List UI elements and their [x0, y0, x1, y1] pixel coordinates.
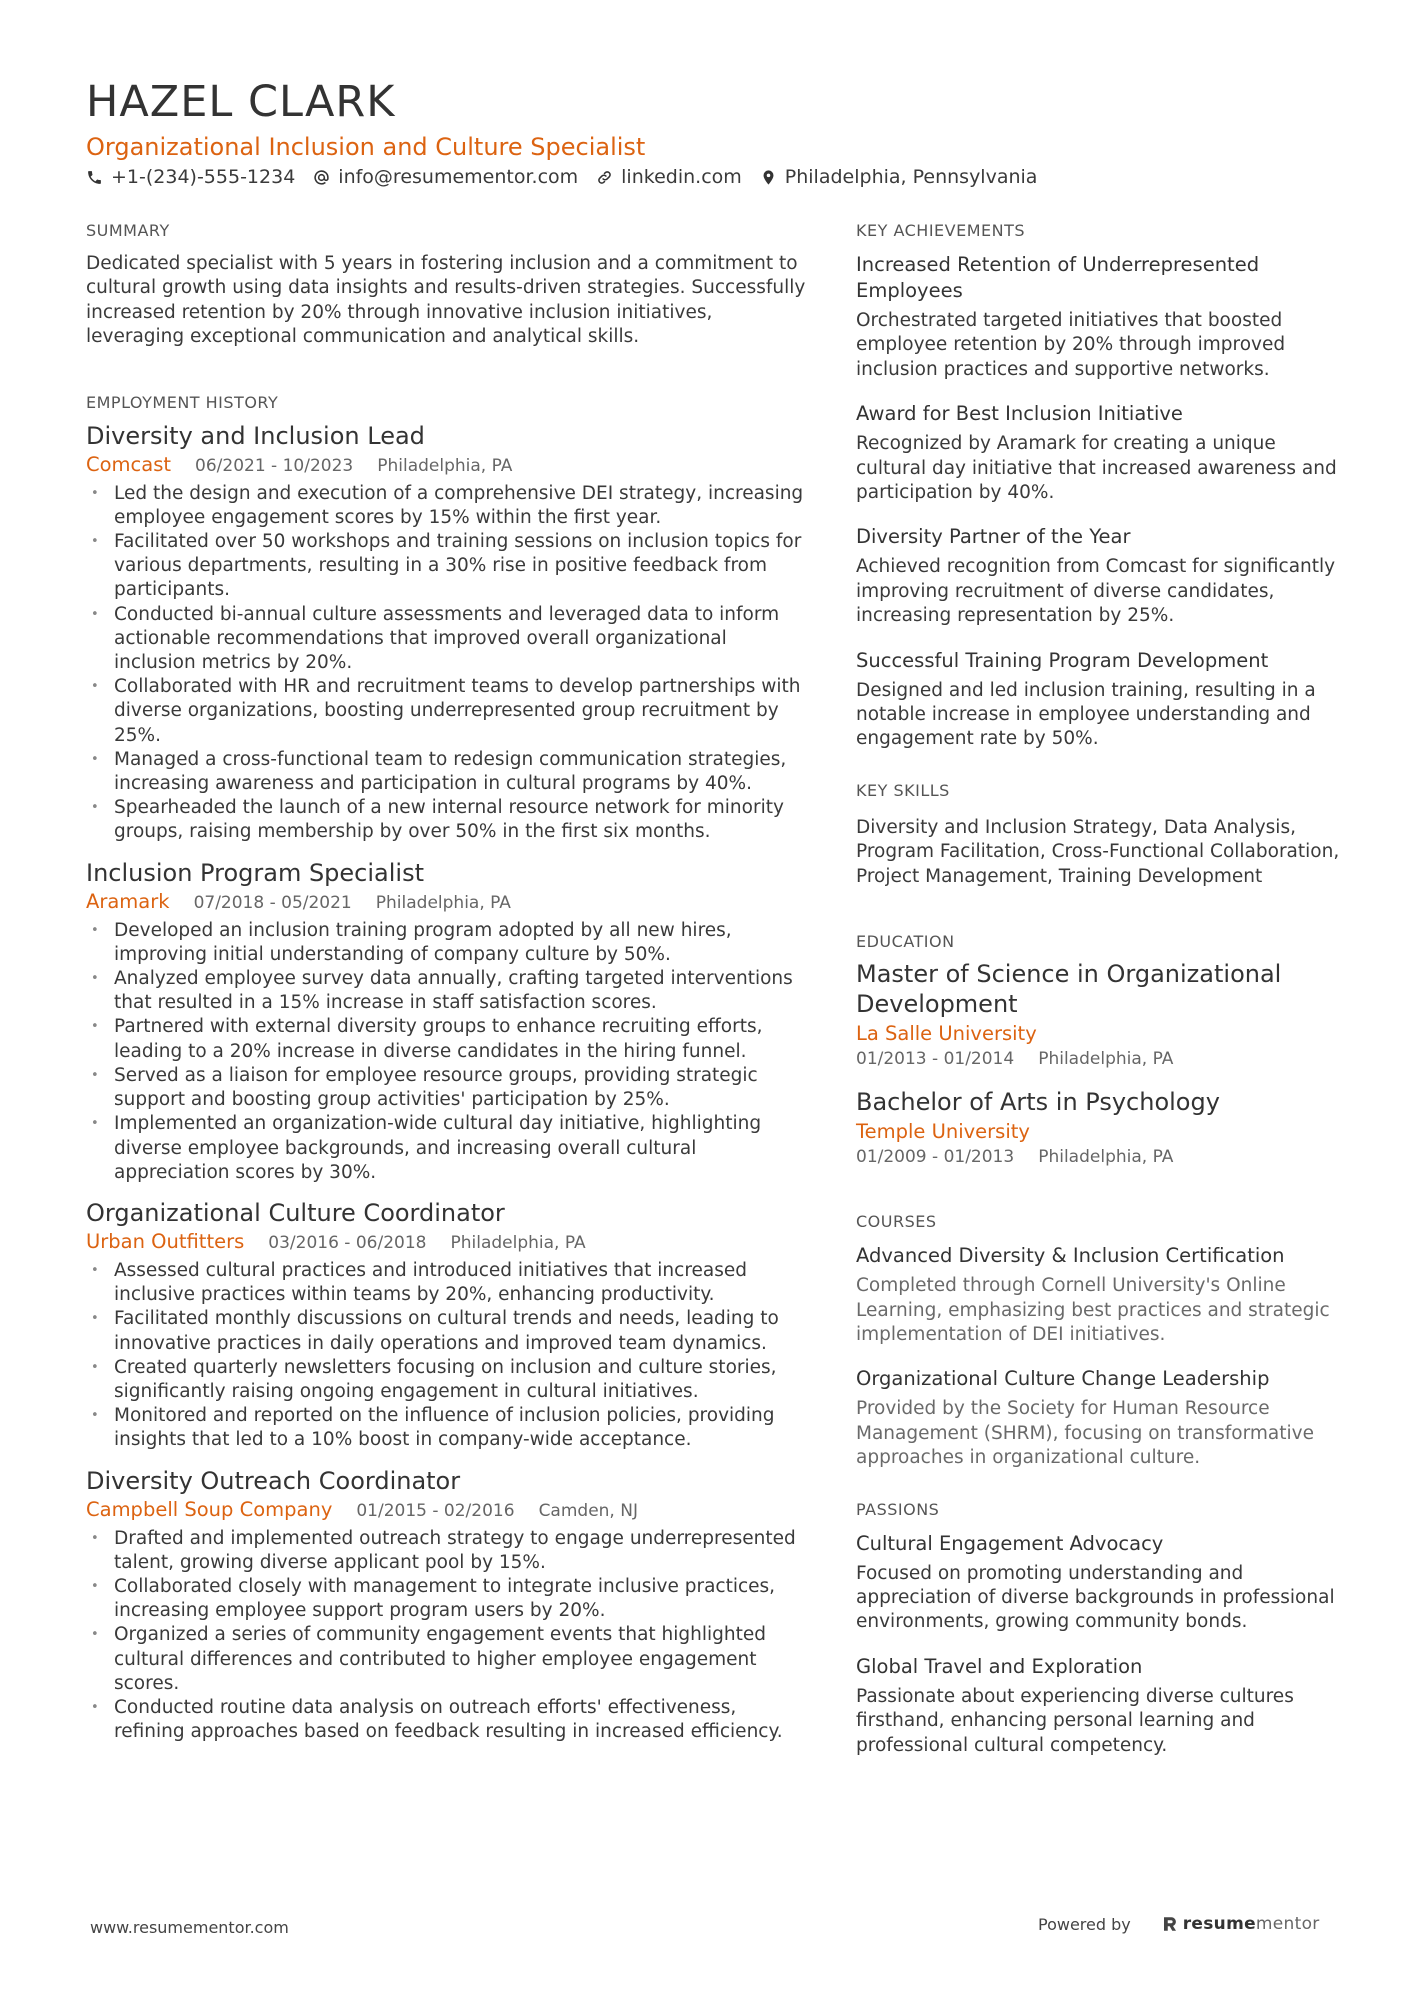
course-item: [856, 1243, 1346, 1347]
skills-text: Diversity and Inclusion Strategy, Data Analysis, Program Facilitation, Cross-Functional Collaboration, Project Management, Training Development: [856, 816, 1340, 887]
achievement-item: [856, 252, 1346, 382]
job-bullet: • Conducted bi-annual culture assessments and leveraged data to inform actionable recommendations that improved overall organizational inclusion metrics by 20%.: [86, 603, 806, 676]
job-company: Aramark: [86, 889, 170, 913]
achievement-title: Successful Training Program Development: [856, 648, 1269, 672]
summary-text: Dedicated specialist with 5 years in fostering inclusion and a commitment to cultural growth using data insights and results-driven strategies. Successfully increased retention by 20% through innovative inclusion initiatives, leveraging exceptional communication and analytical skills.: [86, 253, 806, 348]
left-column: [86, 218, 806, 1744]
job-bullet: • Spearheaded the launch of a new internal resource network for minority groups, raising membership by over 50% in the first six months.: [86, 796, 806, 844]
job-location: Philadelphia, PA: [450, 1232, 586, 1253]
section-heading-summary: SUMMARY: [86, 221, 170, 240]
job-entry: [86, 420, 806, 845]
achievement-item: [856, 401, 1346, 505]
passions-section: [856, 1497, 1346, 1758]
job-dates: 06/2021 - 10/2023: [195, 455, 354, 476]
education-school: Temple University: [856, 1120, 1030, 1144]
job-company: Comcast: [86, 452, 172, 476]
job-company: Campbell Soup Company: [86, 1497, 333, 1521]
job-bullet: • Facilitated over 50 workshops and training sessions on inclusion topics for various departments, resulting in a 30% rise in positive feedback from participants.: [86, 530, 806, 603]
achievements-section: [856, 218, 1346, 752]
education-location: Philadelphia, PA: [1038, 1049, 1174, 1070]
footer-powered: [1038, 1914, 1320, 1934]
job-bullet: • Drafted and implemented outreach strategy to engage underrepresented talent, growing diverse applicant pool by 15%.: [86, 1527, 806, 1575]
job-bullets: [86, 1259, 806, 1453]
powered-by-text: Powered by: [1038, 1914, 1131, 1934]
job-company: Urban Outfitters: [86, 1229, 245, 1253]
achievement-item: [856, 648, 1346, 752]
job-dates: 01/2015 - 02/2016: [356, 1500, 515, 1521]
education-degree: Bachelor of Arts in Psychology: [856, 1088, 1220, 1117]
section-heading-courses: COURSES: [856, 1212, 937, 1232]
contact-linkedin[interactable]: [596, 163, 742, 191]
achievement-item: [856, 524, 1346, 628]
education-meta: [856, 1145, 1346, 1169]
right-column: [856, 218, 1346, 1777]
job-bullet: • Assessed cultural practices and introduced initiatives that increased inclusive practices within teams by 20%, enhancing productivity.: [86, 1259, 806, 1307]
education-school: La Salle University: [856, 1022, 1037, 1046]
section-heading-employment: EMPLOYMENT HISTORY: [86, 392, 279, 412]
phone-icon: [86, 169, 103, 186]
job-bullet: • Facilitated monthly discussions on cultural trends and needs, leading to innovative practices in daily operations and improved team dynamics.: [86, 1307, 806, 1355]
resumementor-logo-icon: [1161, 1915, 1179, 1933]
job-title: Diversity Outreach Coordinator: [86, 1466, 461, 1495]
job-bullet: • Led the design and execution of a comprehensive DEI strategy, increasing employee engagement scores by 15% within the first year.: [86, 482, 806, 530]
summary-section: [86, 218, 806, 350]
job-bullet: • Managed a cross-functional team to redesign communication strategies, increasing awareness and participation in cultural programs by 40%.: [86, 748, 806, 796]
job-dates: 07/2018 - 05/2021: [193, 892, 352, 913]
job-bullets: [86, 919, 806, 1185]
job-location: Philadelphia, PA: [375, 892, 511, 913]
logo-text-bold: resume: [1182, 1914, 1256, 1934]
achievement-desc: Recognized by Aramark for creating a unique cultural day initiative that increased awareness and participation by 40%.: [856, 433, 1337, 504]
location-text: Philadelphia, Pennsylvania: [784, 166, 1038, 188]
job-dates: 03/2016 - 06/2018: [268, 1232, 427, 1253]
contact-email[interactable]: [313, 163, 578, 191]
employment-section: [86, 390, 806, 1745]
job-bullet: • Implemented an organization-wide cultural day initiative, highlighting diverse employee backgrounds, and increasing overall cultural appreciation scores by 30%.: [86, 1112, 806, 1185]
job-bullet: • Served as a liaison for employee resource groups, providing strategic support and boosting group activities' participation by 25%.: [86, 1064, 806, 1112]
passion-desc: Passionate about experiencing diverse cultures firsthand, enhancing personal learning and professional cultural competency.: [856, 1685, 1294, 1756]
job-bullet: • Monitored and reported on the influence of inclusion policies, providing insights that led to a 10% boost in company-wide acceptance.: [86, 1404, 806, 1452]
resumementor-logo[interactable]: [1161, 1914, 1320, 1934]
job-bullet: • Analyzed employee survey data annually, crafting targeted interventions that resulted in a 15% increase in staff satisfaction scores.: [86, 967, 806, 1015]
job-bullet: • Organized a series of community engagement events that highlighted cultural differences and contributed to higher employee engagement scores.: [86, 1623, 806, 1696]
job-bullets: [86, 1527, 806, 1745]
section-heading-skills: KEY SKILLS: [856, 780, 950, 800]
job-entry: [86, 1465, 806, 1745]
contact-bar: [86, 163, 1055, 191]
section-heading-passions: PASSIONS: [856, 1499, 940, 1519]
job-bullet: • Collaborated closely with management to integrate inclusive practices, increasing employee support program users by 20%.: [86, 1575, 806, 1623]
job-bullet: • Collaborated with HR and recruitment teams to develop partnerships with diverse organizations, boosting underrepresented group recruitment by 25%.: [86, 675, 806, 748]
education-meta: [856, 1047, 1346, 1071]
course-title: Organizational Culture Change Leadership: [856, 1367, 1270, 1391]
course-desc: Completed through Cornell University's Online Learning, emphasizing best practices and strategic implementation of DEI initiatives.: [856, 1275, 1330, 1345]
job-entry: [86, 857, 806, 1185]
achievement-desc: Orchestrated targeted initiatives that boosted employee retention by 20% through improved inclusion practices and supportive networks.: [856, 310, 1286, 380]
job-meta: [86, 452, 806, 479]
link-icon: [596, 169, 613, 186]
education-item: [856, 1087, 1346, 1169]
linkedin-text: linkedin.com: [621, 166, 742, 188]
passion-title: Global Travel and Exploration: [856, 1654, 1143, 1678]
job-title: Diversity and Inclusion Lead: [86, 421, 425, 450]
achievement-desc: Achieved recognition from Comcast for significantly improving recruitment of diverse candidates, increasing representation by 25%.: [856, 556, 1336, 627]
job-meta: [86, 1497, 806, 1524]
job-meta: [86, 889, 806, 916]
job-bullets: [86, 482, 806, 845]
skills-section: [856, 778, 1346, 889]
contact-location: [760, 163, 1038, 191]
job-meta: [86, 1229, 806, 1256]
course-desc: Provided by the Society for Human Resource Management (SHRM), focusing on transformative approaches in organizational culture.: [856, 1398, 1314, 1469]
logo-text-light: mentor: [1255, 1914, 1320, 1934]
passion-desc: Focused on promoting understanding and appreciation of diverse backgrounds in professional environments, growing community bonds.: [856, 1562, 1335, 1633]
footer-website[interactable]: www.resumementor.com: [90, 1918, 289, 1937]
contact-phone[interactable]: [86, 163, 295, 191]
job-entry: [86, 1197, 806, 1453]
achievement-title: Increased Retention of Underrepresented Employees: [856, 253, 1260, 302]
course-title: Advanced Diversity & Inclusion Certification: [856, 1244, 1285, 1268]
education-location: Philadelphia, PA: [1038, 1147, 1174, 1168]
passion-item: [856, 1654, 1346, 1758]
job-bullet: • Created quarterly newsletters focusing on inclusion and culture stories, significantly raising ongoing engagement in cultural initiatives.: [86, 1356, 806, 1404]
email-text: info@resumementor.com: [338, 166, 579, 188]
phone-text: +1-(234)-555-1234: [111, 166, 296, 188]
achievement-title: Diversity Partner of the Year: [856, 525, 1131, 549]
job-title: Organizational Culture Coordinator: [86, 1198, 505, 1227]
job-location: Philadelphia, PA: [377, 455, 513, 476]
education-dates: 01/2009 - 01/2013: [856, 1147, 1015, 1168]
achievement-desc: Designed and led inclusion training, resulting in a notable increase in employee understanding and engagement rate by 50%.: [856, 679, 1316, 750]
education-section: [856, 929, 1346, 1169]
education-dates: 01/2013 - 01/2014: [856, 1049, 1015, 1070]
courses-section: [856, 1209, 1346, 1470]
job-bullet: • Conducted routine data analysis on outreach efforts' effectiveness, refining approaches based on feedback resulting in increased efficiency.: [86, 1696, 806, 1744]
job-title: Inclusion Program Specialist: [86, 858, 425, 887]
job-bullet: • Developed an inclusion training program adopted by all new hires, improving initial understanding of company culture by 50%.: [86, 919, 806, 967]
location-pin-icon: [760, 169, 777, 186]
passion-title: Cultural Engagement Advocacy: [856, 1531, 1164, 1555]
section-heading-achievements: KEY ACHIEVEMENTS: [856, 221, 1026, 240]
candidate-name: HAZEL CLARK: [86, 77, 396, 127]
section-heading-education: EDUCATION: [856, 932, 955, 952]
job-bullet: • Partnered with external diversity groups to enhance recruiting efforts, leading to a 20% increase in diverse candidates in the hiring funnel.: [86, 1015, 806, 1063]
education-item: [856, 959, 1346, 1071]
achievement-title: Award for Best Inclusion Initiative: [856, 402, 1183, 426]
at-icon: [313, 169, 330, 186]
job-location: Camden, NJ: [538, 1500, 638, 1521]
passion-item: [856, 1531, 1346, 1635]
candidate-title: Organizational Inclusion and Culture Specialist: [86, 133, 646, 161]
course-item: [856, 1366, 1346, 1470]
education-degree: Master of Science in Organizational Development: [856, 960, 1282, 1019]
